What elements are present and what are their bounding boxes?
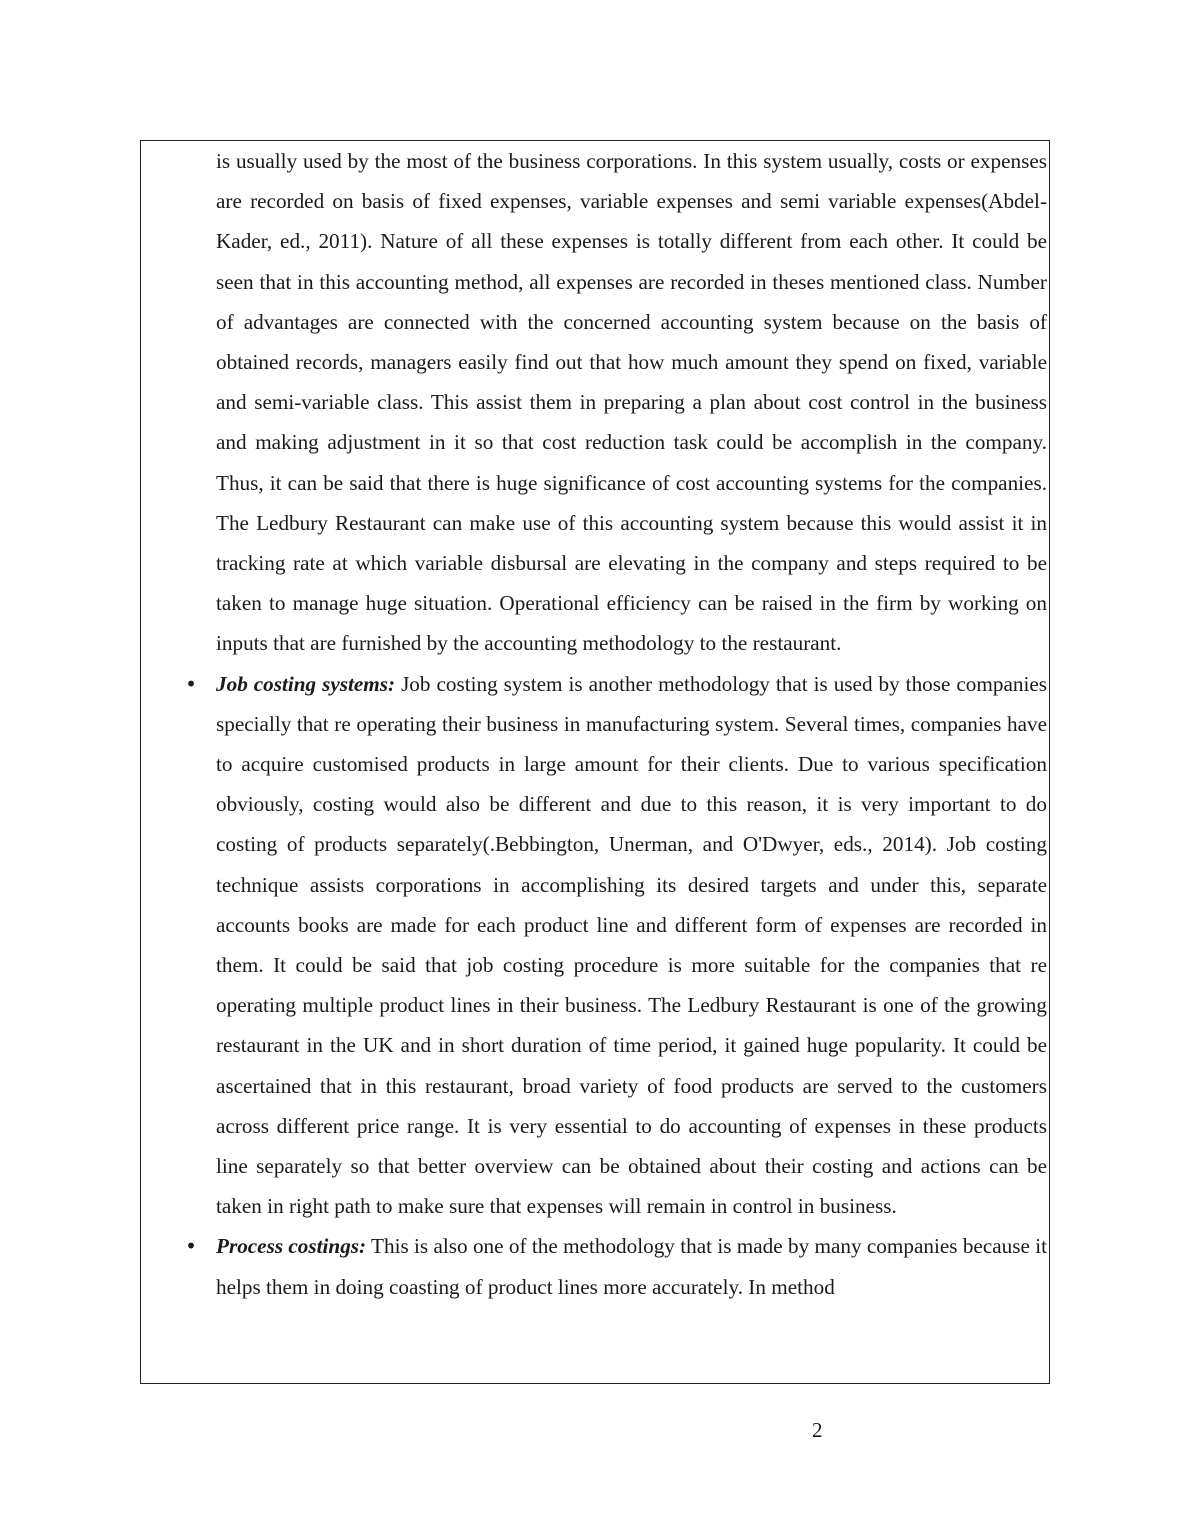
bullet-item-process-costing (185, 1226, 1047, 1306)
bullet-icon: • (185, 1234, 197, 1259)
bullet-term: Job costing systems: (216, 671, 396, 696)
page-number: 2 (812, 1418, 823, 1442)
page-frame (140, 140, 1050, 1384)
bullet-text: This is also one of the methodology that is made by many companies because it helps them in doing coasting of product lines more accurately. In method (216, 1234, 1047, 1299)
bullet-item-job-costing (185, 664, 1047, 1227)
bullet-paragraph (216, 1226, 1047, 1306)
bullet-text: Job costing system is another methodology that is used by those companies specially that re operating their business in manufacturing system. Several times, companies have to acquire customised products in large amount for their clients. Due to various specification obviously, costing would also be different and due to this reason, it is very important to do costing of products separately(.Bebbington, Unerman, and O'Dwyer, eds., 2014). Job costing technique assists corporations in accomplishing its desired targets and under this, separate accounts books are made for each product line and different form of expenses are recorded in them. It could be said that job costing procedure is more suitable for the companies that re operating multiple product lines in their business. The Ledbury Restaurant is one of the growing restaurant in the UK and in short duration of time period, it gained huge popularity. It could be ascertained that in this restaurant, broad variety of food products are served to the customers across different price range. It is very essential to do accounting of expenses in these products line separately so that better overview can be obtained about their costing and actions can be taken in right path to make sure that expenses will remain in control in business. (216, 671, 1047, 1219)
continuation-paragraph: is usually used by the most of the business corporations. In this system usually, costs or expenses are recorded on basis of fixed expenses, variable expenses and semi variable expenses(Abdel-Kader, ed., 2011). Nature of all these expenses is totally different from each other. It could be seen that in this accounting method, all expenses are recorded in theses mentioned class. Number of advantages are connected with the concerned accounting system because on the basis of obtained records, managers easily find out that how much amount they spend on fixed, variable and semi-variable class. This assist them in preparing a plan about cost control in the business and making adjustment in it so that cost reduction task could be accomplish in the company. Thus, it can be said that there is huge significance of cost accounting systems for the companies. The Ledbury Restaurant can make use of this accounting system because this would assist it in tracking rate at which variable disbursal are elevating in the company and steps required to be taken to manage huge situation. Operational efficiency can be raised in the firm by working on inputs that are furnished by the accounting methodology to the restaurant. (216, 149, 1047, 656)
bullet-term: Process costings: (216, 1234, 367, 1259)
bullet-paragraph (216, 664, 1047, 1227)
bullet-icon: • (185, 671, 197, 696)
document-body (185, 141, 1047, 1307)
